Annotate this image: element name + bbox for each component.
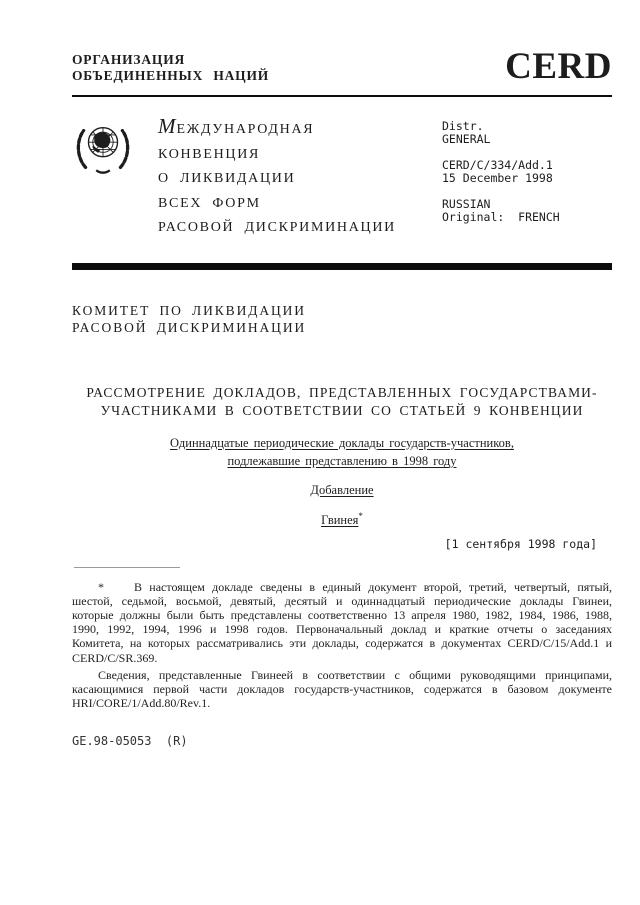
footnote-ref: * xyxy=(358,510,363,521)
subtitle-line2: подлежавшие представлению в 1998 году xyxy=(227,454,457,468)
subtitle-line1: Одиннадцатые периодические доклады государств-участников, xyxy=(170,435,514,450)
footnote-text-2: Сведения, представленные Гвинеей в соответствии с общими руководящими принципами, касающимися первой части докладов государств-участников, содержатся в базовом документе HRI/CORE/1/Add.80/Rev.1. xyxy=(72,667,612,711)
convention-title xyxy=(158,114,396,241)
document-subtitle xyxy=(72,434,612,471)
footnote xyxy=(72,580,612,711)
header xyxy=(72,46,612,87)
header-rule xyxy=(72,95,612,97)
doc-code: CERD/C/334/Add.1 xyxy=(442,158,553,172)
footnote-paragraph-2 xyxy=(72,668,612,711)
org-name-line2: ОБЪЕДИНЕННЫХ НАЦИЙ xyxy=(72,68,270,83)
footnote-paragraph-1 xyxy=(72,580,612,665)
distr-label: Distr. xyxy=(442,119,484,133)
convention-line: РАСОВОЙ ДИСКРИМИНАЦИИ xyxy=(158,220,396,235)
doc-symbol: CERD xyxy=(505,46,612,87)
ge-number: GE.98-05053 (R) xyxy=(72,734,188,749)
committee-line2: РАСОВОЙ ДИСКРИМИНАЦИИ xyxy=(72,320,307,335)
masthead xyxy=(72,114,612,241)
convention-line: МЕЖДУНАРОДНАЯ xyxy=(158,114,315,138)
addendum-label-row xyxy=(72,483,612,498)
doc-date: 15 December 1998 xyxy=(442,171,553,185)
addendum-label: Добавление xyxy=(310,482,374,497)
document-title-line1: РАССМОТРЕНИЕ ДОКЛАДОВ, ПРЕДСТАВЛЕННЫХ ГОСУДАРСТВАМИ- xyxy=(86,384,598,400)
country-row xyxy=(72,511,612,528)
convention-line: ВСЕХ ФОРМ xyxy=(158,195,261,211)
distribution-block xyxy=(442,114,612,241)
org-name xyxy=(72,52,269,84)
footnote-text-1: В настоящем докладе сведены в единый документ второй, третий, четвертый, пятый, шестой, седьмой, восьмой, девятый, десятый и одиннадцатый периодические доклады Гвинеи, которые должны были быть представлены соответственно 13 апреля 1980, 1982, 1984, 1986, 1988, 1990, 1992, 1994, 1996 и 1998 годов. Первоначальный доклад и краткие отчеты о заседаниях Комитета, на которых рассматривались эти доклады, содержатся в документах CERD/C/15/Add.1 и CERD/C/SR.369. xyxy=(72,579,612,665)
org-name-line1: ОРГАНИЗАЦИЯ xyxy=(72,52,186,67)
country-name: Гвинея xyxy=(321,512,359,527)
distr-type: GENERAL xyxy=(442,132,491,146)
footnote-separator xyxy=(74,567,180,568)
doc-original-language: Original: FRENCH xyxy=(442,210,560,224)
section-rule xyxy=(72,263,612,270)
committee-line1: КОМИТЕТ ПО ЛИКВИДАЦИИ xyxy=(72,302,306,318)
convention-line: КОНВЕНЦИЯ xyxy=(158,146,261,162)
footnote-marker: * xyxy=(98,579,104,594)
doc-language: RUSSIAN xyxy=(442,197,491,211)
document-date: [1 сентября 1998 года] xyxy=(444,536,597,551)
convention-line: О ЛИКВИДАЦИИ xyxy=(158,171,296,186)
document-title xyxy=(72,384,612,421)
document-title-line2: УЧАСТНИКАМИ В СООТВЕТСТВИИ СО СТАТЬЕЙ 9 КОНВЕНЦИИ xyxy=(100,403,584,418)
committee-name xyxy=(72,302,612,337)
un-emblem-icon xyxy=(72,116,134,180)
